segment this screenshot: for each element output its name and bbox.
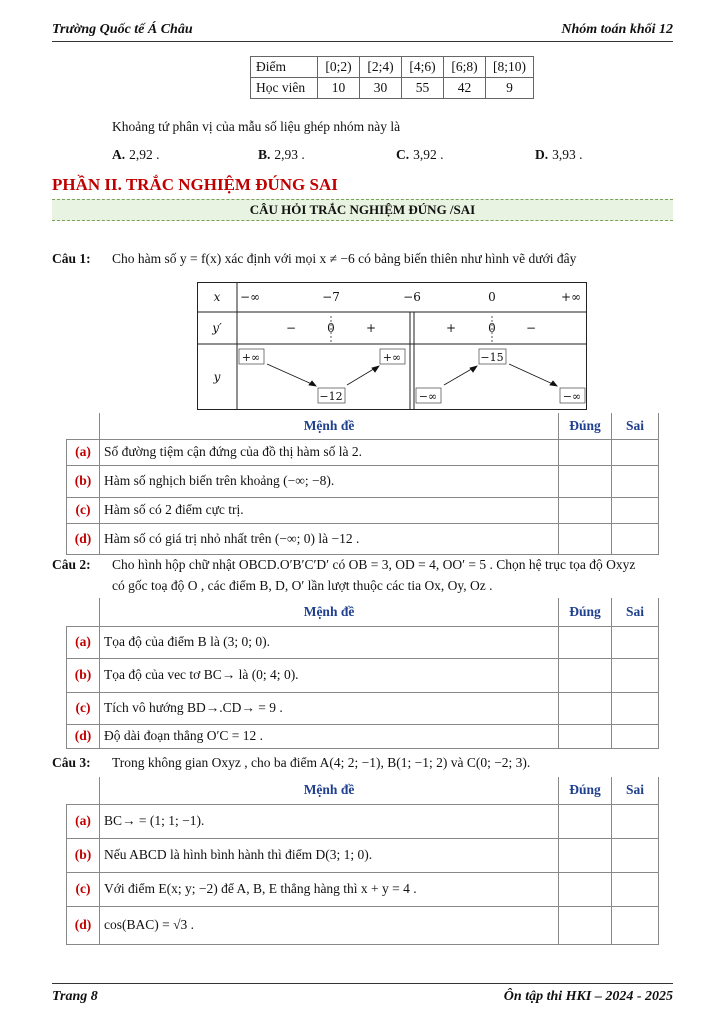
true-answer-cell[interactable] [559,804,612,838]
item-tag: (d) [67,523,100,554]
table-row [67,872,659,906]
vt-derivative-label: y′ [212,321,222,335]
vt-sign: 0 [327,321,335,335]
table-header-row [67,413,659,439]
table-header-row [67,598,659,626]
question-text: Khoảng tứ phân vị của mẫu số liệu ghép nhóm này là [112,119,401,134]
true-answer-cell[interactable] [559,465,612,497]
vt-sign: − [525,321,537,335]
option-c[interactable]: C. 3,92 . [396,147,444,162]
true-false-table-q2 [66,598,659,749]
vt-y-value: −∞ [562,390,582,403]
false-answer-cell[interactable] [612,804,659,838]
freq-cell: [2;4) [360,57,402,78]
item-tag: (c) [67,872,100,906]
vt-x-value: −7 [322,290,340,304]
table-header-row [67,777,659,804]
question-1-text: Cho hàm số y = f(x) xác định với mọi x ≠ −6 có bảng biến thiên như hình vẽ dưới đây [112,251,577,266]
false-answer-cell[interactable] [612,724,659,748]
freq-cell: [0;2) [318,57,360,78]
freq-cell: Học viên [251,78,318,99]
vt-x-value: 0 [488,290,496,304]
table-row [67,724,659,748]
option-b[interactable]: B. 2,93 . [258,147,305,162]
item-tag: (c) [67,497,100,523]
item-tag: (a) [67,626,100,658]
true-answer-cell[interactable] [559,724,612,748]
true-header: Đúng [559,777,612,804]
statement-header: Mệnh đề [99,598,558,626]
group-name: Nhóm toán khối 12 [561,22,673,37]
item-tag: (d) [67,906,100,944]
freq-cell: 30 [360,78,402,99]
vt-y-value: −15 [480,351,504,364]
table-row [67,692,659,724]
variation-table [197,282,587,410]
false-header: Sai [612,598,659,626]
false-answer-cell[interactable] [612,906,659,944]
freq-cell: [8;10) [486,57,534,78]
statement-header: Mệnh đề [99,413,558,439]
page-footer [52,983,673,1005]
false-answer-cell[interactable] [612,465,659,497]
section-band: CÂU HỎI TRẮC NGHIỆM ĐÚNG /SAI [52,199,673,221]
question-3-text: Trong không gian Oxyz , cho ba điểm A(4; 2; −1), B(1; −1; 2) và C(0; −2; 3). [112,755,531,770]
vt-sign: 0 [488,321,496,335]
vt-sign: + [365,321,377,335]
true-answer-cell[interactable] [559,692,612,724]
exam-title: Ôn tập thi HKI – 2024 - 2025 [503,989,673,1004]
false-answer-cell[interactable] [612,439,659,465]
frequency-row-students [251,78,534,99]
item-statement: Tọa độ của vec tơ BC→ là (0; 4; 0). [99,658,558,692]
freq-cell: 55 [402,78,444,99]
true-header: Đúng [559,413,612,439]
freq-cell: 42 [444,78,486,99]
option-a[interactable]: A. 2,92 . [112,147,160,162]
item-statement: Số đường tiệm cận đứng của đồ thị hàm số là 2. [99,439,558,465]
freq-cell: [6;8) [444,57,486,78]
vt-sign: − [285,321,297,335]
true-answer-cell[interactable] [559,497,612,523]
table-row [67,626,659,658]
question-2-line1: Cho hình hộp chữ nhật OBCD.O′B′C′D′ có OB = 3, OD = 4, OO′ = 5 . Chọn hệ trục tọa độ Oxyz [112,557,636,572]
item-statement: Tọa độ của điểm B là (3; 0; 0). [99,626,558,658]
true-header: Đúng [559,598,612,626]
table-row [67,465,659,497]
item-statement: BC→ = (1; 1; −1). [99,804,558,838]
table-row [67,439,659,465]
item-tag: (b) [67,838,100,872]
table-row [67,906,659,944]
true-false-table-q1 [66,413,659,555]
freq-cell: [4;6) [402,57,444,78]
vt-y-value: +∞ [241,351,261,364]
question-2-label: Câu 2: [52,557,91,572]
true-answer-cell[interactable] [559,906,612,944]
item-statement: Hàm số nghịch biến trên khoảng (−∞; −8). [99,465,558,497]
item-statement: cos(BAC) = √3 . [99,906,558,944]
false-header: Sai [612,777,659,804]
table-row [67,804,659,838]
false-header: Sai [612,413,659,439]
freq-cell: 10 [318,78,360,99]
vt-sign: + [445,321,457,335]
question-3-label: Câu 3: [52,755,91,770]
vt-y-value: −12 [319,390,343,403]
page-number: Trang 8 [52,989,98,1004]
item-tag: (a) [67,439,100,465]
table-row [67,497,659,523]
freq-cell: 9 [486,78,534,99]
item-statement: Với điểm E(x; y; −2) để A, B, E thẳng hàng thì x + y = 4 . [99,872,558,906]
vt-x-value: −∞ [239,290,261,304]
vt-x-value: −6 [403,290,421,304]
table-row [67,838,659,872]
true-answer-cell[interactable] [559,523,612,554]
true-answer-cell[interactable] [559,658,612,692]
page-header [52,22,673,42]
question-2-line2: có gốc toạ độ O , các điểm B, D, O′ lần lượt thuộc các tia Ox, Oy, Oz . [112,578,493,593]
item-tag: (b) [67,465,100,497]
false-answer-cell[interactable] [612,626,659,658]
item-tag: (b) [67,658,100,692]
true-answer-cell[interactable] [559,439,612,465]
false-answer-cell[interactable] [612,838,659,872]
true-answer-cell[interactable] [559,872,612,906]
vt-y-value: −∞ [418,390,438,403]
table-row [67,658,659,692]
true-answer-cell[interactable] [559,626,612,658]
item-statement: Độ dài đoạn thẳng O′C = 12 . [99,724,558,748]
option-d[interactable]: D. 3,93 . [535,147,583,162]
freq-cell: Điểm [251,57,318,78]
vt-x-label: x [213,290,221,304]
item-statement: Tích vô hướng BD→.CD→ = 9 . [99,692,558,724]
true-false-table-q3 [66,777,659,945]
statement-header: Mệnh đề [99,777,558,804]
false-answer-cell[interactable] [612,692,659,724]
item-tag: (a) [67,804,100,838]
item-tag: (d) [67,724,100,748]
false-answer-cell[interactable] [612,497,659,523]
part-title: PHẦN II. TRẮC NGHIỆM ĐÚNG SAI [52,175,338,194]
true-answer-cell[interactable] [559,838,612,872]
frequency-row-scores [251,57,534,78]
item-statement: Hàm số có 2 điểm cực trị. [99,497,558,523]
school-name: Trường Quốc tế Á Châu [52,22,193,37]
false-answer-cell[interactable] [612,658,659,692]
item-tag: (c) [67,692,100,724]
table-row [67,523,659,554]
false-answer-cell[interactable] [612,872,659,906]
vt-x-value: +∞ [560,290,582,304]
vt-y-value: +∞ [382,351,402,364]
frequency-table [250,56,534,99]
question-1-label: Câu 1: [52,251,91,266]
item-statement: Nếu ABCD là hình bình hành thì điểm D(3; 1; 0). [99,838,558,872]
vt-y-label: y [213,370,221,384]
false-answer-cell[interactable] [612,523,659,554]
item-statement: Hàm số có giá trị nhỏ nhất trên (−∞; 0) là −12 . [99,523,558,554]
answer-options [112,147,672,163]
